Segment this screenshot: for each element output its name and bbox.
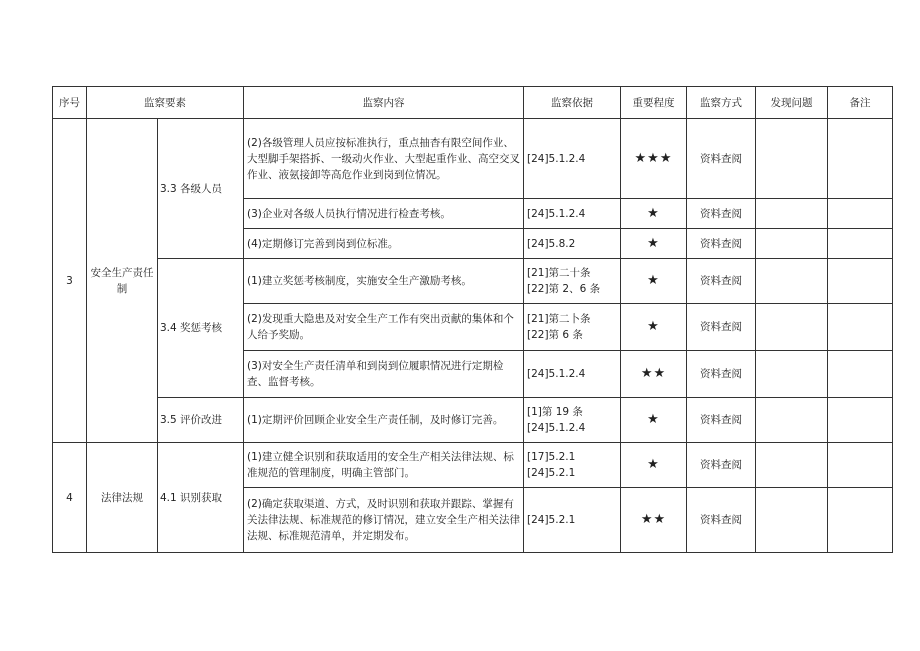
table-row (53, 443, 893, 488)
element-name: 法律法规 (87, 443, 158, 553)
content-cell: (2)各级管理人员应按标准执行，重点抽杳有限空间作业、大型脚手架搭拆、一级动火作业、大型起重作业、高空交叉作业、液氨接卸等高危作业到岗到位情况。 (244, 119, 524, 199)
sub-element: 3.4 奖惩考核 (158, 259, 244, 398)
content-cell: (2)发现重大隐患及对安全生产工作有突出贡献的集体和个人给予奖励。 (244, 304, 524, 351)
sub-element: 4.1 识别获取 (158, 443, 244, 553)
row-no: 3 (53, 119, 87, 443)
importance-stars: ★ (621, 304, 687, 351)
basis-cell: [24]5.2.1 (524, 488, 621, 553)
importance-stars: ★★★ (621, 119, 687, 199)
element-name: 安全生产责任制 (87, 119, 158, 443)
table-row (53, 119, 893, 199)
method-cell: 资料查阅 (687, 229, 756, 259)
basis-cell: [21]第二卜条 [22]第 6 条 (524, 304, 621, 351)
method-cell: 资料查阅 (687, 443, 756, 488)
remarks-cell[interactable] (828, 304, 893, 351)
header-no: 序号 (53, 87, 87, 119)
header-element: 监察要素 (87, 87, 244, 119)
importance-stars: ★ (621, 259, 687, 304)
importance-stars: ★ (621, 443, 687, 488)
content-cell: (1)定期评价回顾企业安全生产责任制，及时修订完善。 (244, 398, 524, 443)
sub-element: 3.3 各级人员 (158, 119, 244, 259)
importance-stars: ★★ (621, 351, 687, 398)
header-method: 监察方式 (687, 87, 756, 119)
supervision-table (52, 86, 893, 553)
basis-cell: [21]第二十条 [22]第 2、6 条 (524, 259, 621, 304)
sub-element: 3.5 评价改进 (158, 398, 244, 443)
importance-stars: ★ (621, 199, 687, 229)
issues-cell[interactable] (756, 304, 828, 351)
header-content: 监察内容 (244, 87, 524, 119)
table-row (53, 259, 893, 304)
content-cell: (4)定期修订完善到岗到位标准。 (244, 229, 524, 259)
importance-stars: ★ (621, 229, 687, 259)
remarks-cell[interactable] (828, 199, 893, 229)
remarks-cell[interactable] (828, 351, 893, 398)
header-importance: 重要程度 (621, 87, 687, 119)
content-cell: (1)建立奖惩考核制度，实施安全生产激励考核。 (244, 259, 524, 304)
issues-cell[interactable] (756, 229, 828, 259)
remarks-cell[interactable] (828, 398, 893, 443)
basis-cell: [1]第 19 条 [24]5.1.2.4 (524, 398, 621, 443)
issues-cell[interactable] (756, 488, 828, 553)
issues-cell[interactable] (756, 443, 828, 488)
table-row (53, 398, 893, 443)
header-row (53, 87, 893, 119)
remarks-cell[interactable] (828, 119, 893, 199)
issues-cell[interactable] (756, 398, 828, 443)
content-cell: (3)对安全生产责任清单和到岗到位履职情况进行定期检查、监督考核。 (244, 351, 524, 398)
remarks-cell[interactable] (828, 443, 893, 488)
method-cell: 资料查阅 (687, 351, 756, 398)
basis-cell: [24]5.1.2.4 (524, 351, 621, 398)
content-cell: (3)企业对各级人员执行情况进行检查考核。 (244, 199, 524, 229)
method-cell: 资料查阅 (687, 304, 756, 351)
method-cell: 资料查阅 (687, 488, 756, 553)
method-cell: 资料查阅 (687, 199, 756, 229)
content-cell: (1)建立健全识别和获取适用的安全生产相关法律法规、标准规范的管理制度，明确主管部门。 (244, 443, 524, 488)
basis-cell: [24]5.1.2.4 (524, 119, 621, 199)
header-issues: 发现问题 (756, 87, 828, 119)
method-cell: 资料查阅 (687, 259, 756, 304)
remarks-cell[interactable] (828, 229, 893, 259)
issues-cell[interactable] (756, 119, 828, 199)
basis-cell: [24]5.8.2 (524, 229, 621, 259)
method-cell: 资料查阅 (687, 398, 756, 443)
header-basis: 监察依据 (524, 87, 621, 119)
remarks-cell[interactable] (828, 259, 893, 304)
issues-cell[interactable] (756, 351, 828, 398)
remarks-cell[interactable] (828, 488, 893, 553)
content-cell: (2)确定获取渠道、方式，及时识别和获取并跟踪、掌握有关法律法规、标准规范的修订情况，建立安全生产相关法律法规、标准规范清单，并定期发布。 (244, 488, 524, 553)
importance-stars: ★★ (621, 488, 687, 553)
row-no: 4 (53, 443, 87, 553)
issues-cell[interactable] (756, 259, 828, 304)
header-remarks: 备注 (828, 87, 893, 119)
importance-stars: ★ (621, 398, 687, 443)
basis-cell: [17]5.2.1 [24]5.2.1 (524, 443, 621, 488)
basis-cell: [24]5.1.2.4 (524, 199, 621, 229)
issues-cell[interactable] (756, 199, 828, 229)
method-cell: 资料查阅 (687, 119, 756, 199)
